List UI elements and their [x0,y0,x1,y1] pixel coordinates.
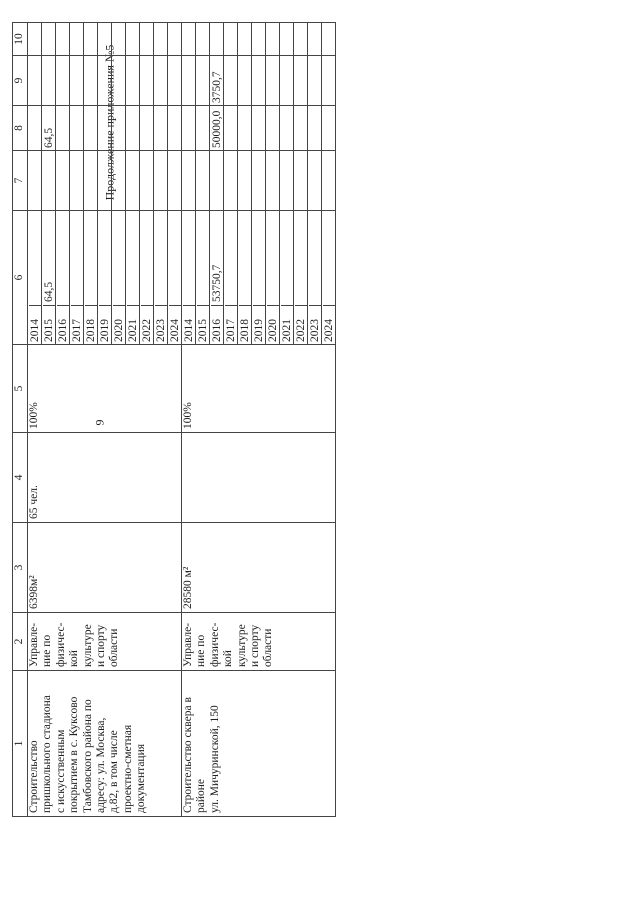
funding-cell-c9 [140,56,154,106]
total-amount [85,299,97,305]
year-label: 2020 [113,305,125,344]
funding-cell-c10 [224,23,238,56]
funding-cell-c7 [84,151,98,211]
total-amount [267,299,279,305]
year-label: 2019 [99,305,111,344]
funding-cell-c7 [140,151,154,211]
funding-cell-c7 [56,151,70,211]
year-label: 2018 [239,305,251,344]
funding-cell-c8: 64,5 [42,106,56,151]
total-amount [141,299,153,305]
funding-cell-c9 [266,56,280,106]
responsible-org-line: культуре [235,624,248,667]
rotated-table-area [12,23,335,817]
funding-cell-c8 [70,106,84,151]
project-name-line: Строительство [28,740,40,813]
project-name-line: покрытием в с. Куксово [68,696,81,813]
column-number-row [13,23,28,817]
responsible-org-cell [28,613,182,671]
funding-cell-c9 [252,56,266,106]
year-amount-cell [84,211,98,345]
funding-cell-c10 [182,23,196,56]
total-amount [99,299,111,305]
funding-cell-c10 [140,23,154,56]
funding-cell-c7 [168,151,182,211]
year-label: 2017 [71,305,83,344]
year-amount-cell [126,211,140,345]
year-amount-cell [112,211,126,345]
year-amount-cell [28,211,42,345]
funding-cell-c8 [84,106,98,151]
year-label: 2022 [295,305,307,344]
year-label: 2016 [57,305,69,344]
responsible-org-line: ние по [195,634,208,667]
year-label: 2021 [281,305,293,344]
year-amount-cell [266,211,280,345]
appendix-title: Продолжение приложения №5 [102,44,117,201]
funding-cell-c9 [112,56,126,106]
funding-cell-c7 [308,151,322,211]
funding-cell-c7 [224,151,238,211]
year-label: 2018 [85,305,97,344]
responsible-org-cell [182,613,336,671]
funding-cell-c9 [224,56,238,106]
responsible-org-line: области [108,628,121,667]
funding-cell-c10 [210,23,224,56]
funding-cell-c7 [196,151,210,211]
year-label: 2015 [197,305,209,344]
funding-cell-c10 [168,23,182,56]
funding-cell-c10 [42,23,56,56]
responsible-org-line: Управле- [28,622,40,667]
year-amount-cell [70,211,84,345]
total-amount: 64,5 [42,281,55,302]
funding-cell-c9 [280,56,294,106]
total-amount [169,299,181,305]
funding-cell-c10 [98,23,112,56]
funding-cell-c7 [98,151,112,211]
total-amount [155,299,167,305]
funding-cell-c9 [42,56,56,106]
funding-cell-c8 [168,106,182,151]
funding-cell-c8 [56,106,70,151]
funding-cell-c10 [28,23,42,56]
people-cell [182,433,336,523]
funding-cell-c7 [28,151,42,211]
funding-cell-c7 [154,151,168,211]
year-amount-cell [280,211,294,345]
funding-cell-c9 [56,56,70,106]
funding-cell-c8 [98,106,112,151]
funding-cell-c9 [98,56,112,106]
capacity-cell: 6398м² [28,523,182,613]
funding-cell-c8 [28,106,42,151]
funding-cell-c9 [322,56,336,106]
funding-cell-c9 [70,56,84,106]
total-amount [253,299,265,305]
total-amount [183,299,195,305]
funding-cell-c9 [84,56,98,106]
funding-cell-c10 [70,23,84,56]
appendix-table [12,22,336,817]
year-label: 2023 [309,305,321,344]
year-amount-cell [168,211,182,345]
total-amount: 53750,7 [210,264,223,302]
year-label: 2020 [267,305,279,344]
year-amount-cell [196,211,210,345]
funding-cell-c8 [196,106,210,151]
funding-cell-c9 [294,56,308,106]
funding-cell-c10 [154,23,168,56]
column-number: 4 [13,433,28,523]
project-name-line: Строительство сквера в [182,697,194,813]
funding-cell-c10 [196,23,210,56]
column-number: 9 [13,56,28,106]
funding-cell-c7 [252,151,266,211]
funding-cell-c9 [182,56,196,106]
total-amount [197,299,209,305]
funding-cell-c10 [322,23,336,56]
year-amount-cell [56,211,70,345]
project-name-line: с искусственным [54,729,67,813]
year-label: 2019 [253,305,265,344]
year-amount-cell [210,211,224,345]
year-label: 2014 [183,305,195,344]
funding-cell-c9: 3750,7 [210,56,224,106]
funding-cell-c10 [126,23,140,56]
table-row [28,23,42,817]
column-number: 7 [13,151,28,211]
year-amount-cell [182,211,196,345]
capacity-cell: 28580 м² [182,523,336,613]
project-name-cell [28,671,182,817]
project-name-line: адресу: ул. Москва, [95,717,108,813]
total-amount [113,299,125,305]
year-label: 2021 [127,305,139,344]
column-number: 10 [13,23,28,56]
project-name-line: ул. Мичуринской, 150 [208,705,221,813]
funding-cell-c8 [224,106,238,151]
project-name-line: пришкольного стадиона [41,695,54,813]
funding-cell-c10 [238,23,252,56]
funding-cell-c8: 50000,0 [210,106,224,151]
funding-cell-c7 [280,151,294,211]
responsible-org-line: и спорту [249,624,262,667]
year-label: 2024 [323,305,335,344]
funding-cell-c10 [56,23,70,56]
responsible-org-line: ние по [41,634,54,667]
funding-cell-c9 [154,56,168,106]
year-amount-cell [238,211,252,345]
project-name-line: Тамбовского района по [81,699,94,813]
funding-cell-c9 [308,56,322,106]
year-amount-cell [154,211,168,345]
funding-cell-c8 [322,106,336,151]
funding-cell-c7 [42,151,56,211]
total-amount [29,299,41,305]
total-amount [239,299,251,305]
responsible-org-line: кой [222,650,235,667]
funding-cell-c10 [308,23,322,56]
funding-cell-c8 [182,106,196,151]
funding-cell-c7 [182,151,196,211]
funding-cell-c7 [238,151,252,211]
year-amount-cell [42,211,56,345]
year-amount-cell [294,211,308,345]
funding-cell-c9 [238,56,252,106]
page-number: 9 [92,419,107,426]
responsible-org-line: кой [68,650,81,667]
funding-cell-c9 [28,56,42,106]
responsible-org-line: культуре [81,624,94,667]
funding-cell-c7 [294,151,308,211]
funding-cell-c8 [126,106,140,151]
funding-cell-c10 [84,23,98,56]
year-label: 2023 [155,305,167,344]
year-amount-cell [308,211,322,345]
responsible-org-line: Управле- [182,622,194,667]
funding-cell-c7 [210,151,224,211]
funding-cell-c9 [126,56,140,106]
funding-cell-c8 [154,106,168,151]
column-number: 5 [13,345,28,433]
total-amount [281,299,293,305]
column-number: 8 [13,106,28,151]
funding-cell-c9 [168,56,182,106]
total-amount [57,299,69,305]
percent-cell: 100% [28,345,182,433]
percent-cell: 100% [182,345,336,433]
funding-cell-c10 [252,23,266,56]
year-amount-cell [98,211,112,345]
year-label: 2015 [43,305,55,344]
column-number: 6 [13,211,28,345]
funding-cell-c7 [112,151,126,211]
project-name-cell [182,671,336,817]
year-label: 2024 [169,305,181,344]
funding-cell-c10 [266,23,280,56]
year-label: 2014 [29,305,41,344]
table-row [182,23,196,817]
funding-cell-c8 [294,106,308,151]
funding-cell-c8 [252,106,266,151]
total-amount [127,299,139,305]
year-label: 2016 [211,305,223,344]
project-name-line: д.82, в том числе [108,730,121,813]
responsible-org-line: и спорту [95,624,108,667]
funding-cell-c10 [294,23,308,56]
funding-cell-c8 [280,106,294,151]
funding-cell-c8 [266,106,280,151]
funding-cell-c8 [140,106,154,151]
total-amount [323,299,335,305]
responsible-org-line: физичес- [54,622,67,667]
funding-cell-c7 [126,151,140,211]
year-amount-cell [224,211,238,345]
year-amount-cell [322,211,336,345]
funding-cell-c7 [322,151,336,211]
funding-cell-c10 [112,23,126,56]
funding-cell-c9 [196,56,210,106]
responsible-org-line: физичес- [208,622,221,667]
year-amount-cell [252,211,266,345]
funding-cell-c8 [238,106,252,151]
project-name-line: районе [195,778,208,813]
total-amount [71,299,83,305]
total-amount [295,299,307,305]
total-amount [225,299,237,305]
project-name-line: проектно-сметная [121,724,134,813]
funding-cell-c7 [70,151,84,211]
year-label: 2022 [141,305,153,344]
column-number: 1 [13,671,28,817]
people-cell: 65 чел. [28,433,182,523]
funding-cell-c8 [112,106,126,151]
responsible-org-line: области [262,628,275,667]
column-number: 3 [13,523,28,613]
year-amount-cell [140,211,154,345]
year-label: 2017 [225,305,237,344]
funding-cell-c7 [266,151,280,211]
total-amount [309,299,321,305]
column-number: 2 [13,613,28,671]
funding-cell-c10 [280,23,294,56]
project-name-line: документация [135,743,148,813]
funding-cell-c8 [308,106,322,151]
